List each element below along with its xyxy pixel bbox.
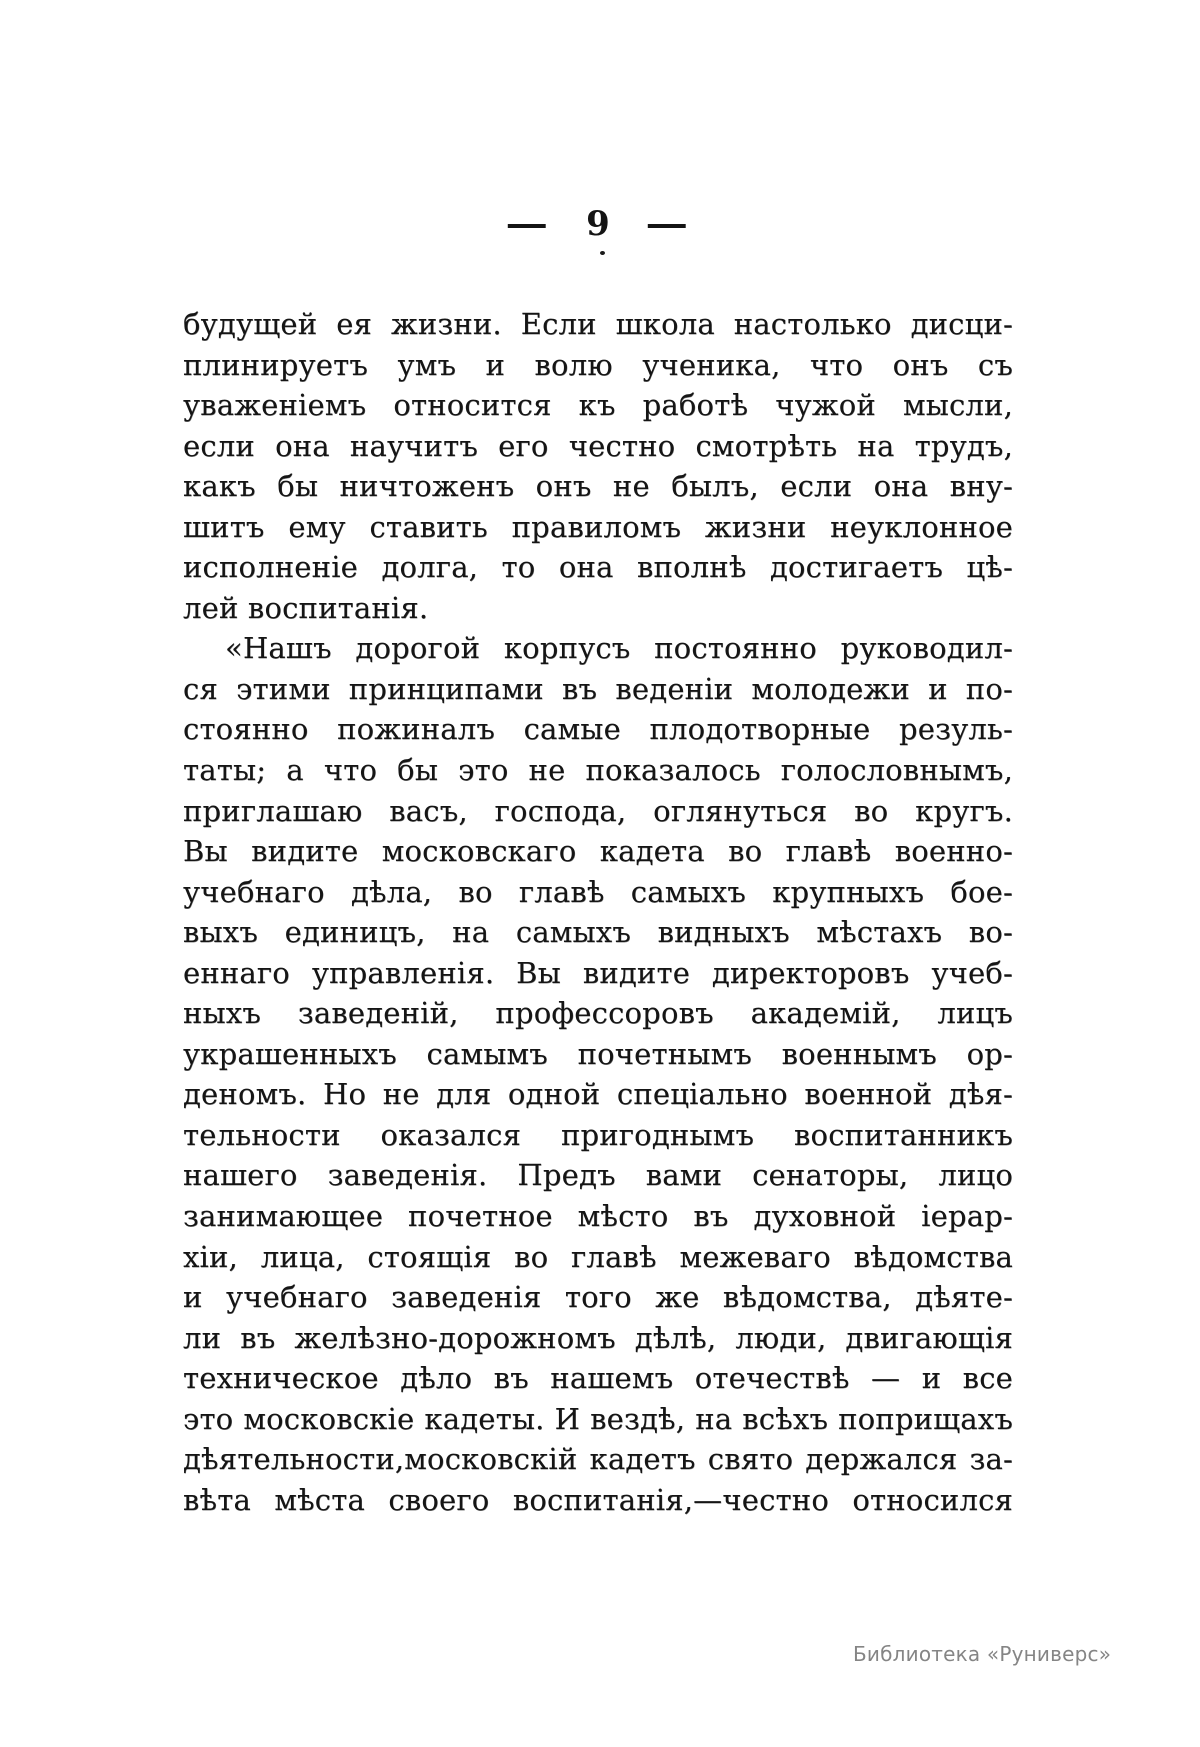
text-line: если она научитъ его честно смотрѣть на трудъ,	[183, 428, 1013, 463]
text-line: лей воспитанія.	[183, 590, 429, 625]
text-line: ся этими принципами въ веденіи молодежи и по-	[183, 671, 1013, 706]
text-line: будущей ея жизни. Если школа настолько дисци-	[183, 307, 1013, 341]
text-line: таты; а что бы это не показалось голословнымъ,	[183, 753, 1013, 788]
text-line: вѣта мѣста своего воспитанія,—честно относился	[183, 1482, 1013, 1517]
page-text	[183, 304, 1013, 1520]
text-line: техническое дѣло въ нашемъ отечествѣ — и все	[183, 1361, 1013, 1396]
text-line: украшенныхъ самымъ почетнымъ военнымъ ор-	[183, 1036, 1013, 1071]
text-line: приглашаю васъ, господа, оглянуться во кругъ.	[183, 793, 1013, 828]
text-line: выхъ единицъ, на самыхъ видныхъ мѣстахъ во-	[183, 915, 1013, 950]
text-line: тельности оказался пригоднымъ воспитанникъ	[183, 1117, 1013, 1152]
page-header	[183, 204, 1013, 244]
watermark: Библиотека «Руниверс»	[853, 1642, 1112, 1666]
text-line: исполненіе долга, то она вполнѣ достигаетъ цѣ-	[183, 550, 1013, 585]
text-line: дѣятельности,московскій кадетъ свято держался за-	[183, 1442, 1013, 1477]
text-line: ли въ желѣзно-дорожномъ дѣлѣ, люди, двигающія	[183, 1320, 1013, 1355]
text-line: стоянно пожиналъ самые плодотворные резуль-	[183, 712, 1013, 747]
text-line: и учебнаго заведенія того же вѣдомства, дѣяте-	[183, 1280, 1013, 1315]
text-line: ныхъ заведеній, профессоровъ академій, лицъ	[183, 996, 1013, 1031]
header-dash-right: —	[645, 204, 691, 244]
text-line: учебнаго дѣла, во главѣ самыхъ крупныхъ бое-	[183, 874, 1013, 909]
page-number: 9	[586, 204, 610, 244]
text-line: это московскіе кадеты. И вездѣ, на всѣхъ поприщахъ	[183, 1401, 1013, 1436]
text-line: деномъ. Но не для одной спеціально военной дѣя-	[183, 1077, 1013, 1112]
text-line: шитъ ему ставить правиломъ жизни неуклонное	[183, 509, 1013, 544]
text-line: нашего заведенія. Предъ вами сенаторы, лицо	[183, 1158, 1013, 1193]
text-line: плинируетъ умъ и волю ученика, что онъ съ	[183, 347, 1013, 382]
text-line: еннаго управленія. Вы видите директоровъ учеб-	[183, 955, 1013, 990]
text-line: уваженіемъ относится къ работѣ чужой мысли,	[183, 388, 1013, 423]
text-line: занимающее почетное мѣсто въ духовной іерар-	[183, 1199, 1013, 1234]
text-line: «Нашъ дорогой корпусъ постоянно руководил-	[225, 631, 1013, 666]
text-line: хіи, лица, стоящія во главѣ межеваго вѣдомства	[183, 1239, 1013, 1274]
header-dash-left: —	[505, 204, 551, 244]
text-line: Вы видите московскаго кадета во главѣ военно-	[183, 834, 1013, 869]
text-line: какъ бы ничтоженъ онъ не былъ, если она вну-	[183, 469, 1013, 504]
ink-speck	[600, 251, 605, 255]
